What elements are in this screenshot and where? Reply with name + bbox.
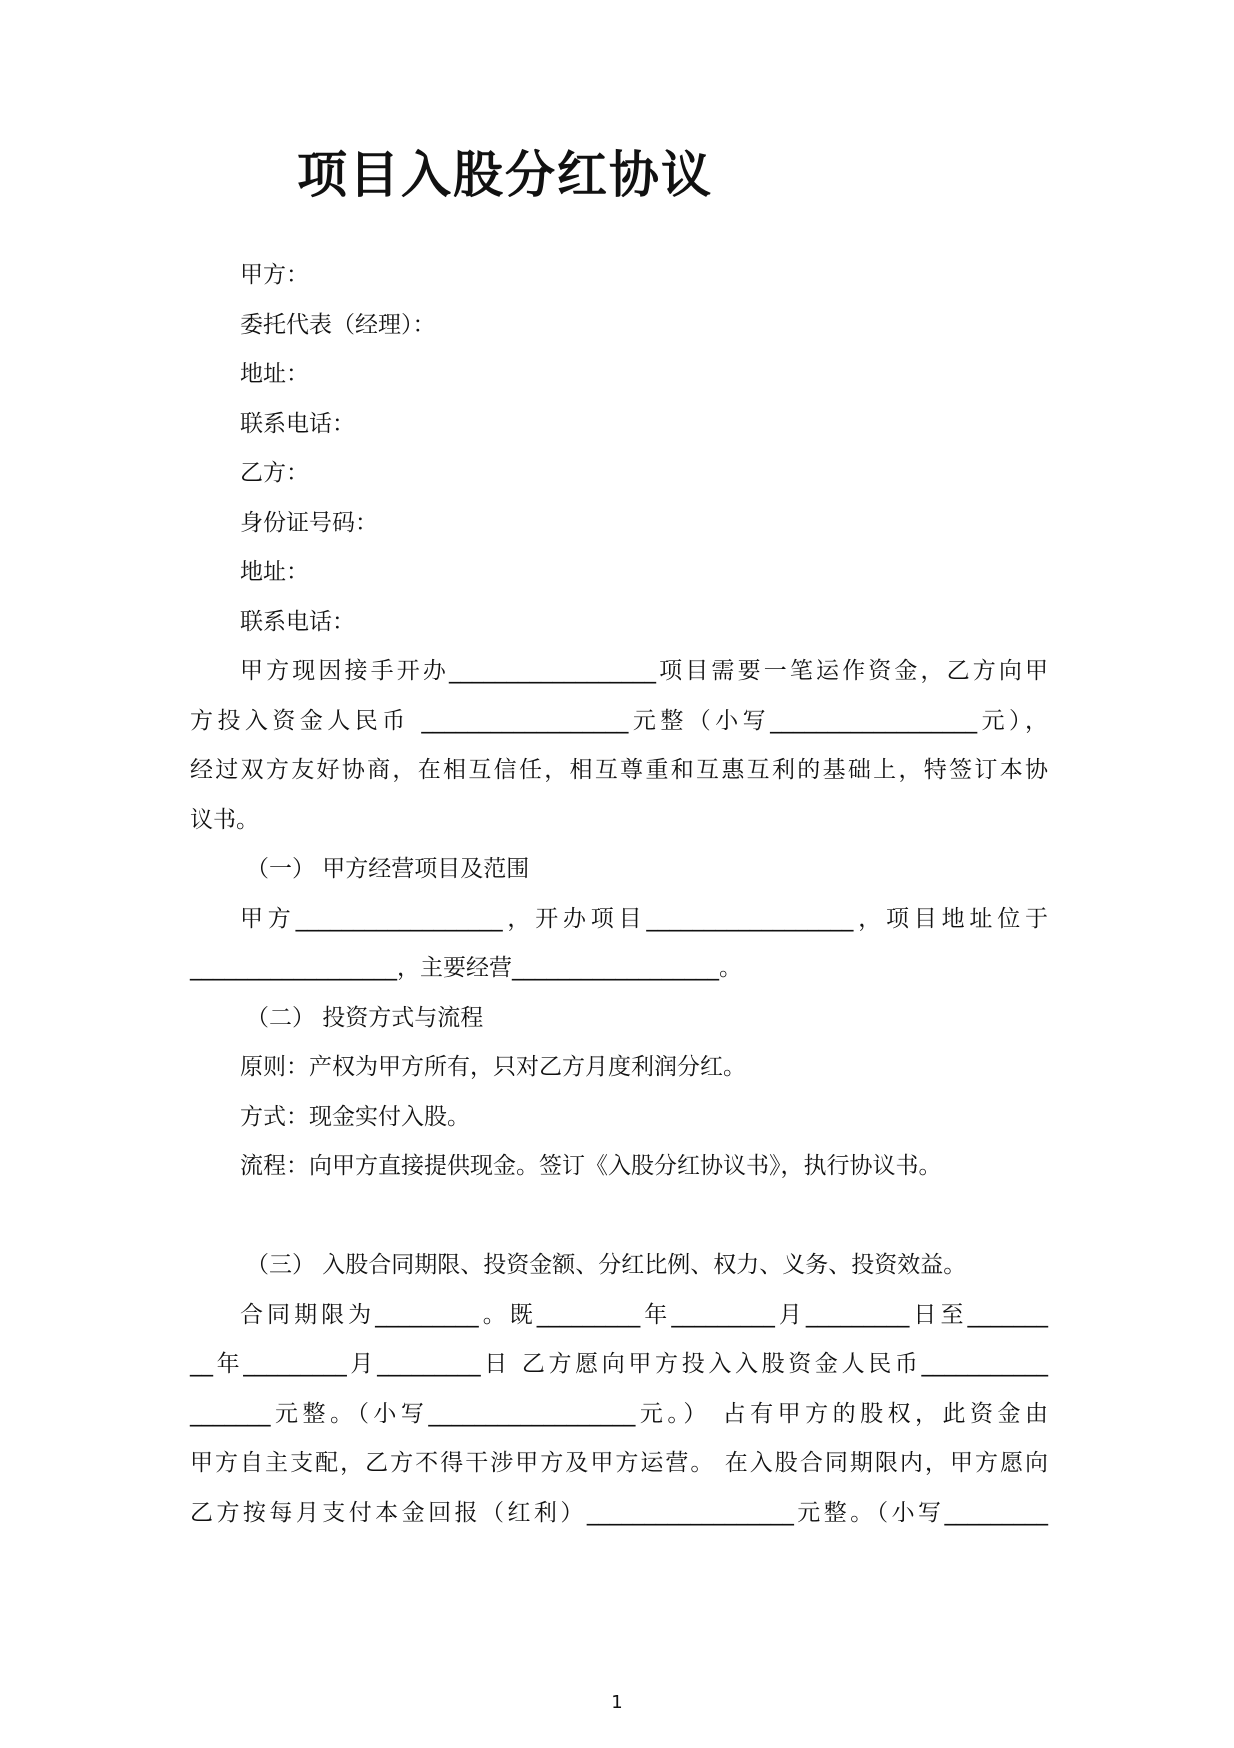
party-b-phone-label: 联系电话： [240, 609, 355, 635]
section-heading-1: （一） 甲方经营项目及范围 [246, 856, 530, 882]
section-3-line: 甲方自主支配，乙方不得干涉甲方及甲方运营。 在入股合同期限内，甲方愿向 [190, 1450, 1048, 1476]
section-heading-3: （三） 入股合同期限、投资金额、分红比例、权力、义务、投资效益。 [246, 1252, 967, 1278]
party-b-label: 乙方： [240, 460, 309, 486]
section-3-line: __年_________月_________日 乙方愿向甲方投入入股资金人民币___________ [190, 1351, 1048, 1377]
section-1-line: 甲方__________________，开办项目__________________，项目地址位于 [240, 906, 1048, 932]
party-b-id-label: 身份证号码： [240, 510, 378, 536]
section-3-line: _______元整。（小写__________________元。） 占有甲方的股权，此资金由 [190, 1401, 1048, 1427]
section-heading-2: （二） 投资方式与流程 [246, 1005, 484, 1031]
party-b-address-label: 地址： [240, 559, 309, 585]
document-title: 项目入股分红协议 [297, 145, 713, 204]
section-2-process: 流程：向甲方直接提供现金。签订《入股分红协议书》，执行协议书。 [240, 1153, 942, 1179]
party-a-representative-label: 委托代表（经理）： [240, 312, 436, 338]
party-a-address-label: 地址： [240, 361, 309, 387]
section-1-line: __________________，主要经营__________________。 [190, 955, 742, 981]
intro-paragraph-line: 甲方现因接手开办__________________项目需要一笔运作资金，乙方向甲 [240, 658, 1048, 684]
section-3-line: 乙方按每月支付本金回报（红利）__________________元整。（小写_________ [190, 1500, 1048, 1526]
intro-paragraph-line: 议书。 [190, 807, 259, 833]
party-a-label: 甲方： [240, 262, 309, 288]
intro-paragraph-line: 方投入资金人民币 __________________元整（小写__________________元）， [190, 708, 1048, 734]
section-3-line: 合同期限为_________。既_________年_________月_________日至_______ [240, 1302, 1048, 1328]
intro-paragraph-line: 经过双方友好协商，在相互信任，相互尊重和互惠互利的基础上，特签订本协 [190, 757, 1048, 783]
party-a-phone-label: 联系电话： [240, 411, 355, 437]
section-2-principle: 原则：产权为甲方所有，只对乙方月度利润分红。 [240, 1054, 746, 1080]
page-number: 1 [611, 1692, 623, 1713]
section-2-method: 方式：现金实付入股。 [240, 1104, 470, 1130]
